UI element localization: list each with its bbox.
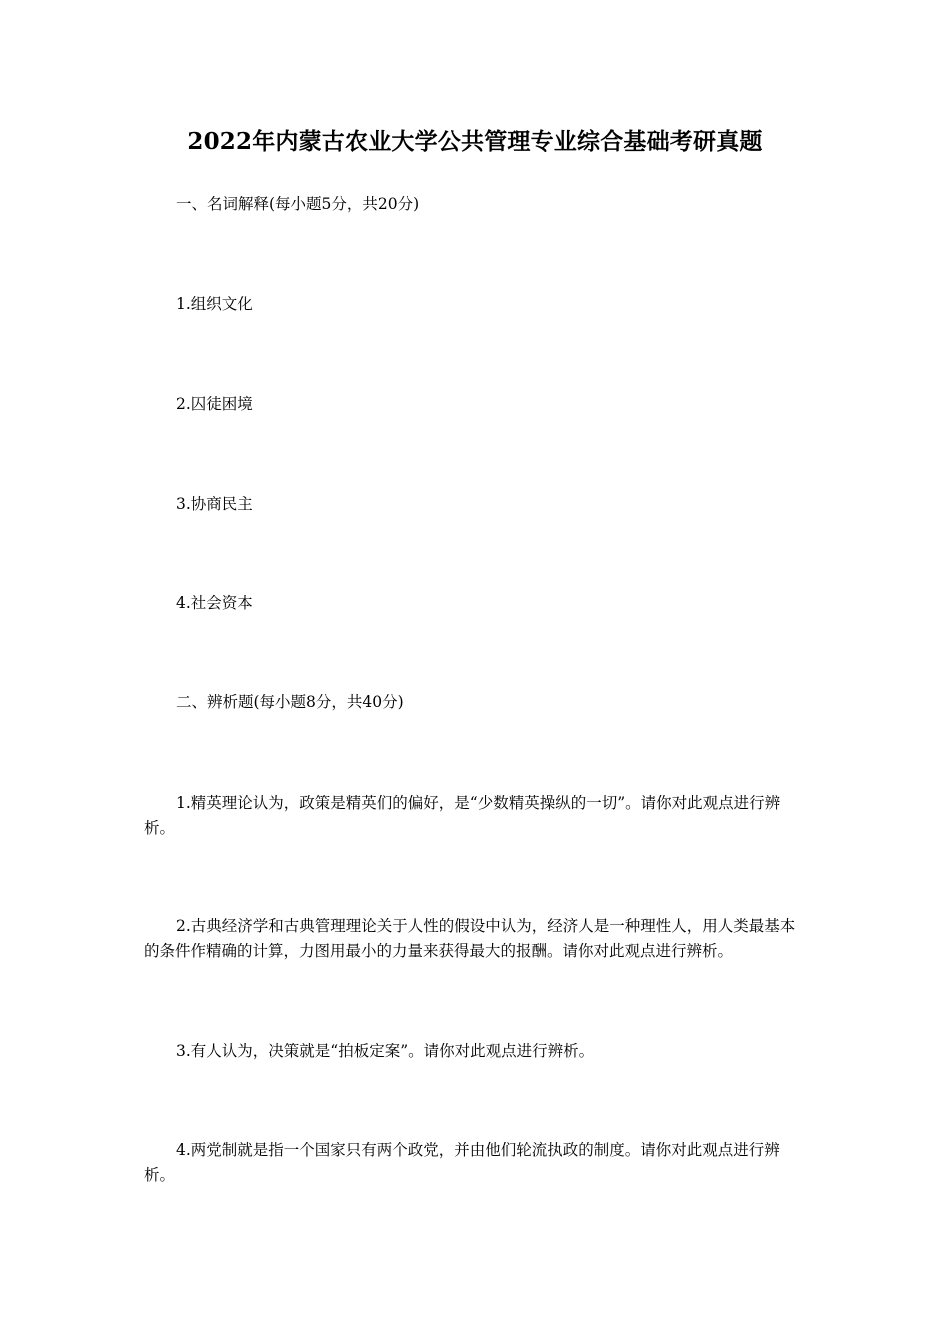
section-2-item-4: 4.两党制就是指一个国家只有两个政党，并由他们轮流执政的制度。请你对此观点进行辨析。 (144, 1141, 780, 1184)
section-1-item-4: 4.社会资本 (176, 594, 253, 612)
section-2-heading: 二、辨析题(每小题8分，共40分) (176, 693, 404, 711)
document-title: 2022年内蒙古农业大学公共管理专业综合基础考研真题 (187, 128, 763, 155)
section-1-heading: 一、名词解释(每小题5分，共20分) (176, 195, 420, 213)
section-2-item-3: 3.有人认为，决策就是“拍板定案”。请你对此观点进行辨析。 (176, 1042, 595, 1060)
section-1-item-1: 1.组织文化 (176, 295, 253, 313)
section-2-item-1: 1.精英理论认为，政策是精英们的偏好，是“少数精英操纵的一切”。请你对此观点进行辨析。 (144, 794, 781, 837)
section-1-item-3: 3.协商民主 (176, 495, 253, 513)
section-1-item-2: 2.囚徒困境 (176, 395, 253, 413)
section-2-item-2: 2.古典经济学和古典管理理论关于人性的假设中认为，经济人是一种理性人，用人类最基本的条件作精确的计算，力图用最小的力量来获得最大的报酬。请你对此观点进行辨析。 (144, 917, 796, 960)
